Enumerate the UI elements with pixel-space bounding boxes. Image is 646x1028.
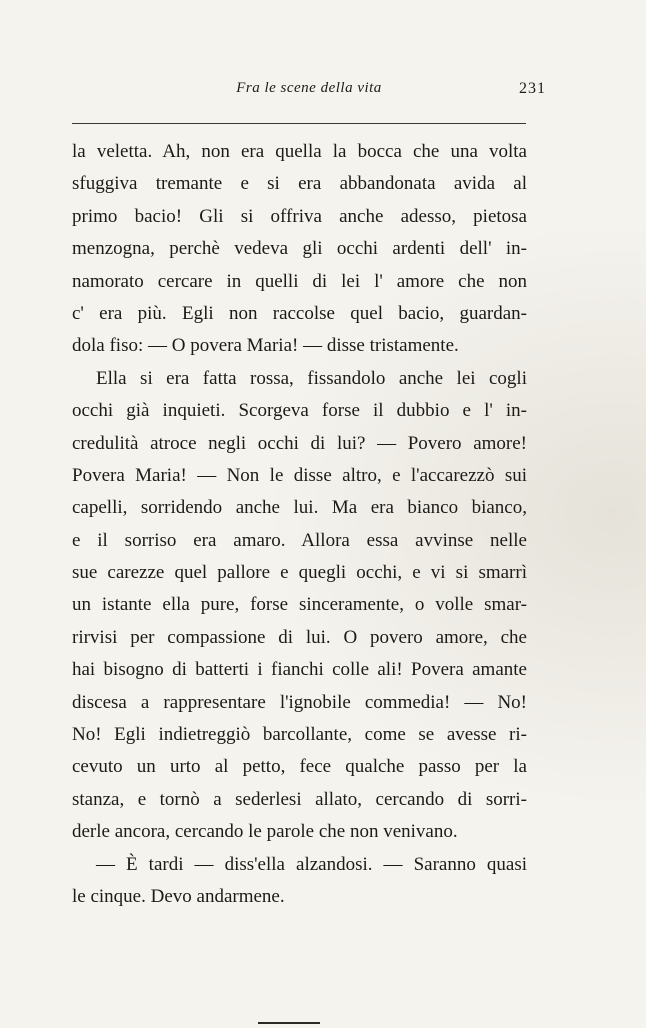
header-rule — [72, 123, 526, 124]
text-line: rirvisi per compassione di lui. O povero amore, che — [72, 626, 527, 648]
text-line: dola fiso: — O povera Maria! — disse tristamente. — [72, 335, 459, 357]
text-line: occhi già inquieti. Scorgeva forse il dubbio e l' in- — [72, 400, 527, 422]
text-line: primo bacio! Gli si offriva anche adesso, pietosa — [72, 205, 527, 227]
footer-rule — [258, 1022, 320, 1024]
text-line: credulità atroce negli occhi di lui? — Povero amore! — [72, 432, 527, 454]
running-title: Fra le scene della vita — [236, 80, 382, 96]
text-line: Ella si era fatta rossa, fissandolo anche lei cogli — [96, 367, 527, 389]
text-line: e il sorriso era amaro. Allora essa avvinse nelle — [72, 529, 527, 551]
text-line: sue carezze quel pallore e quegli occhi, e vi si smarrì — [72, 562, 527, 584]
text-line: discesa a rappresentare l'ignobile commedia! — No! — [72, 691, 527, 713]
text-line: cevuto un urto al petto, fece qualche passo per la — [72, 756, 527, 778]
text-line: No! Egli indietreggiò barcollante, come se avesse ri- — [72, 724, 527, 746]
text-line: stanza, e tornò a sederlesi allato, cercando di sorri- — [72, 788, 527, 810]
text-line: c' era più. Egli non raccolse quel bacio, guardan- — [72, 302, 527, 324]
page-number: 231 — [519, 80, 546, 97]
text-line: derle ancora, cercando le parole che non venivano. — [72, 821, 458, 843]
text-line: capelli, sorridendo anche lui. Ma era bianco bianco, — [72, 497, 527, 519]
text-line: la veletta. Ah, non era quella la bocca che una volta — [72, 141, 527, 162]
text-line: Povera Maria! — Non le disse altro, e l'accarezzò sui — [72, 464, 527, 486]
text-line: hai bisogno di batterti i fianchi colle ali! Povera amante — [72, 659, 527, 681]
text-line: menzogna, perchè vedeva gli occhi ardenti dell' in- — [72, 238, 527, 260]
text-line: — È tardi — diss'ella alzandosi. — Saranno quasi — [96, 853, 527, 875]
text-line: namorato cercare in quelli di lei l' amore che non — [72, 270, 527, 292]
text-line: sfuggiva tremante e si era abbandonata avida al — [72, 173, 527, 195]
text-line: le cinque. Devo andarmene. — [72, 885, 285, 907]
text-line: un istante ella pure, forse sinceramente, o volle smar- — [72, 594, 527, 616]
page-header — [72, 80, 546, 104]
body-text — [72, 136, 527, 913]
